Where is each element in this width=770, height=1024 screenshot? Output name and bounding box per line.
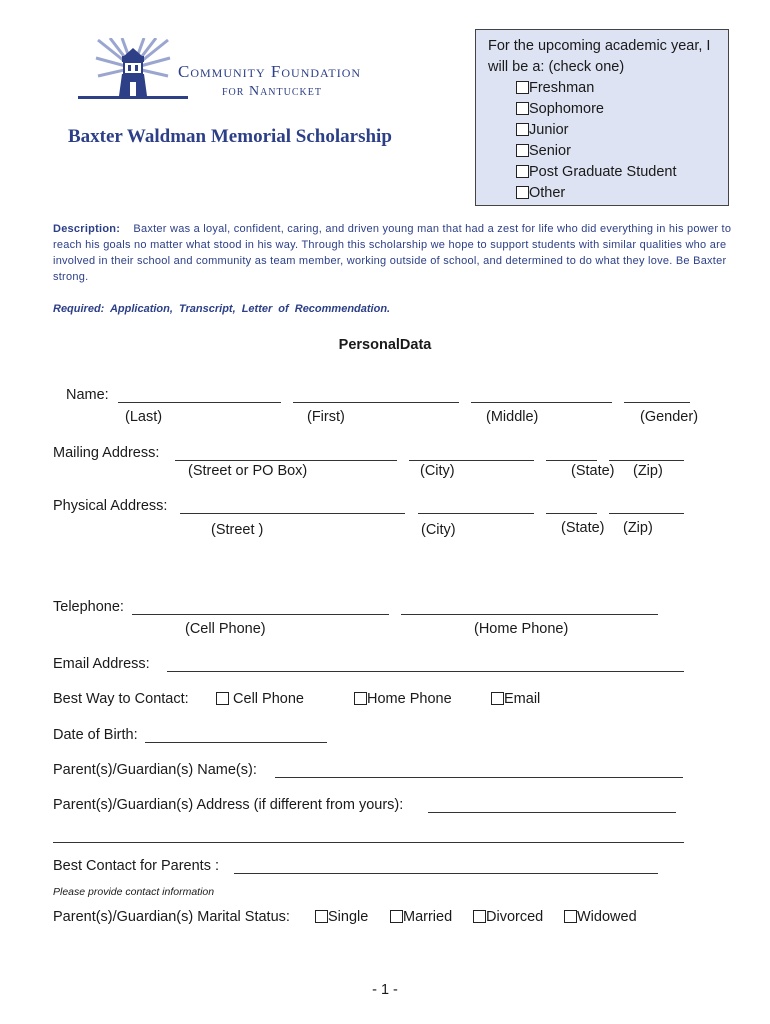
org-name-line2: for Nantucket	[222, 84, 322, 99]
physical-city-caption: (City)	[421, 522, 456, 538]
grade-option-post-graduate[interactable]: Post Graduate Student	[516, 164, 677, 180]
physical-street-caption: (Street )	[211, 522, 264, 538]
grade-option-senior[interactable]: Senior	[516, 143, 571, 159]
grade-level-prompt: For the upcoming academic year, I will be a: (check one)	[488, 38, 711, 75]
marital-status-label: Parent(s)/Guardian(s) Marital Status:	[53, 909, 290, 925]
best-contact-label: Best Way to Contact:	[53, 691, 189, 707]
mailing-city-field[interactable]	[409, 446, 534, 461]
checkbox[interactable]	[516, 123, 529, 136]
marital-option-divorced[interactable]: Divorced	[473, 909, 543, 925]
physical-zip-caption: (Zip)	[623, 520, 653, 536]
home-phone-field[interactable]	[401, 600, 658, 615]
contact-note: Please provide contact information	[53, 886, 215, 898]
checkbox[interactable]	[315, 910, 328, 923]
first-caption: (First)	[307, 409, 345, 425]
physical-zip-field[interactable]	[609, 499, 684, 514]
checkbox[interactable]	[564, 910, 577, 923]
checkbox[interactable]	[491, 692, 504, 705]
physical-state-field[interactable]	[546, 499, 597, 514]
checkbox[interactable]	[216, 692, 229, 705]
section-title: PersonalData	[338, 337, 432, 353]
checkbox[interactable]	[354, 692, 367, 705]
parent-address-field[interactable]	[428, 798, 676, 813]
physical-address-label: Physical Address:	[53, 498, 168, 514]
checkbox[interactable]	[390, 910, 403, 923]
page-title: Baxter Waldman Memorial Scholarship	[68, 126, 392, 147]
checkbox[interactable]	[473, 910, 486, 923]
last-name-field[interactable]	[118, 388, 281, 403]
mailing-street-field[interactable]	[175, 446, 397, 461]
parent-names-label: Parent(s)/Guardian(s) Name(s):	[53, 762, 257, 778]
mailing-city-caption: (City)	[420, 463, 455, 479]
mailing-address-label: Mailing Address:	[53, 445, 160, 461]
gender-caption: (Gender)	[640, 409, 699, 425]
dob-field[interactable]	[145, 728, 327, 743]
marital-option-widowed[interactable]: Widowed	[564, 909, 637, 925]
org-name-line1: Community Foundation	[178, 62, 362, 81]
physical-city-field[interactable]	[418, 499, 534, 514]
description-label: Description:	[53, 223, 121, 235]
contact-option-home[interactable]: Home Phone	[354, 691, 452, 707]
name-label: Name:	[66, 387, 109, 403]
grade-option-sophomore[interactable]: Sophomore	[516, 101, 604, 117]
description-text: Baxter was a loyal, confident, caring, and driven young man that had a zest for life who did everything in his power to reach his goals no matter what stood in his way. Through this scholarship we hope to support students with similar qualities who are involved in their school and community as team member, working outside of school, and determined to do what they love. Be Baxter strong.	[53, 223, 732, 283]
physical-street-field[interactable]	[180, 499, 405, 514]
cell-phone-caption: (Cell Phone)	[185, 621, 266, 637]
lighthouse-logo-icon	[78, 38, 188, 100]
grade-option-other[interactable]: Other	[516, 185, 565, 201]
physical-state-caption: (State)	[561, 520, 605, 536]
cell-phone-field[interactable]	[132, 600, 389, 615]
checkbox[interactable]	[516, 102, 529, 115]
grade-option-freshman[interactable]: Freshman	[516, 80, 594, 96]
home-phone-caption: (Home Phone)	[474, 621, 569, 637]
mailing-state-field[interactable]	[546, 446, 597, 461]
marital-option-married[interactable]: Married	[390, 909, 452, 925]
parent-address-label: Parent(s)/Guardian(s) Address (if different from yours):	[53, 797, 404, 813]
best-contact-parents-field[interactable]	[234, 859, 658, 874]
parent-address-field-line2[interactable]	[53, 828, 684, 843]
best-contact-parents-label: Best Contact for Parents :	[53, 858, 220, 874]
grade-level-box	[475, 29, 729, 206]
checkbox[interactable]	[516, 186, 529, 199]
contact-option-email[interactable]: Email	[491, 691, 540, 707]
description	[53, 221, 733, 285]
email-label: Email Address:	[53, 656, 150, 672]
gender-field[interactable]	[624, 388, 690, 403]
dob-label: Date of Birth:	[53, 727, 138, 743]
last-caption: (Last)	[125, 409, 163, 425]
checkbox[interactable]	[516, 144, 529, 157]
checkbox[interactable]	[516, 81, 529, 94]
required-documents: Required: Application, Transcript, Letter of Recommendation.	[53, 303, 391, 315]
middle-caption: (Middle)	[486, 409, 539, 425]
grade-option-junior[interactable]: Junior	[516, 122, 569, 138]
middle-name-field[interactable]	[471, 388, 612, 403]
mailing-street-caption: (Street or PO Box)	[188, 463, 308, 479]
first-name-field[interactable]	[293, 388, 459, 403]
email-field[interactable]	[167, 657, 684, 672]
mailing-zip-caption: (Zip)	[633, 463, 663, 479]
mailing-state-caption: (State)	[571, 463, 615, 479]
telephone-label: Telephone:	[53, 599, 124, 615]
contact-option-cell[interactable]: Cell Phone	[216, 691, 304, 707]
page-number: - 1 -	[372, 982, 398, 998]
checkbox[interactable]	[516, 165, 529, 178]
mailing-zip-field[interactable]	[609, 446, 684, 461]
marital-option-single[interactable]: Single	[315, 909, 368, 925]
parent-names-field[interactable]	[275, 763, 683, 778]
